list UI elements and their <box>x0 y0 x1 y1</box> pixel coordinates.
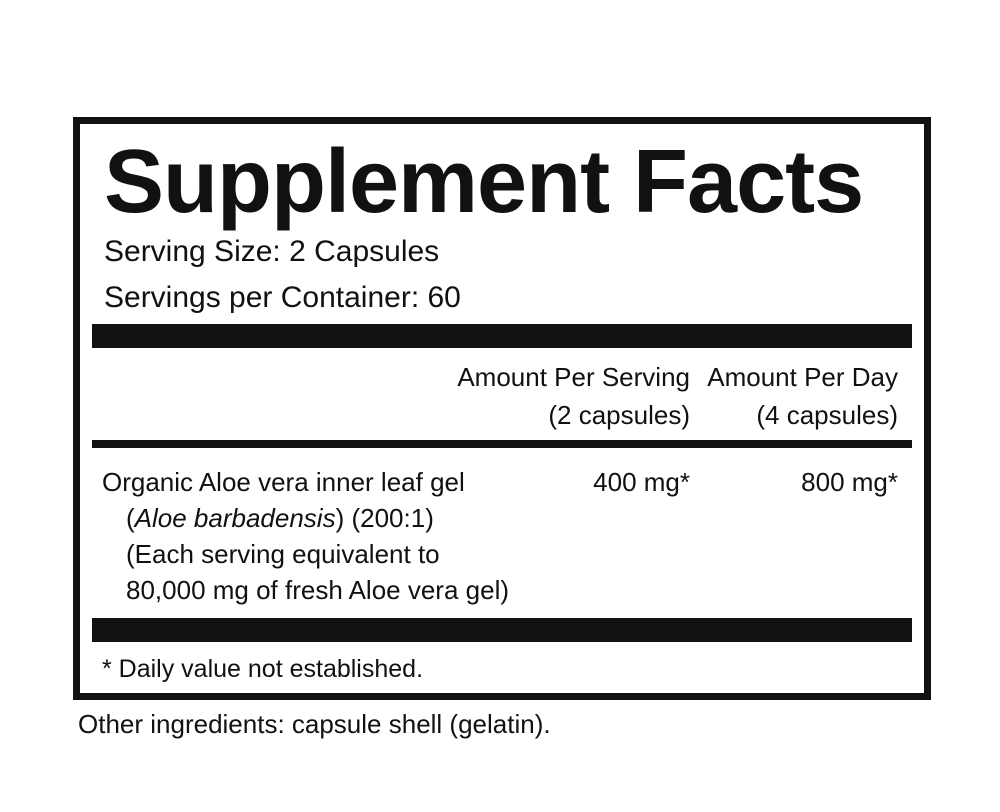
amount-per-day: 800 mg* <box>801 467 898 497</box>
amount-per-serving: 400 mg* <box>593 467 690 497</box>
column-heading: Amount Per Day <box>707 362 898 392</box>
botanical-name: Aloe barbadensis <box>134 503 336 533</box>
thin-divider <box>92 440 912 448</box>
other-ingredients: Other ingredients: capsule shell (gelatin). <box>78 709 551 739</box>
column-header-per-serving <box>457 358 690 434</box>
serving-size: Serving Size: 2 Capsules <box>104 235 440 268</box>
column-heading: Amount Per Serving <box>457 362 690 392</box>
column-header-per-day <box>707 358 898 434</box>
ingredient-name: Organic Aloe vera inner leaf gel <box>102 467 465 497</box>
ingredient-row <box>102 464 509 608</box>
column-subheading: (4 capsules) <box>756 400 898 430</box>
ingredient-note-line-2: 80,000 mg of fresh Aloe vera gel) <box>126 575 510 605</box>
panel-title: Supplement Facts <box>104 132 864 232</box>
thick-divider-top <box>92 324 912 348</box>
thick-divider-bottom <box>92 618 912 642</box>
ingredient-note-line-1: (Each serving equivalent to <box>126 539 440 569</box>
column-subheading: (2 capsules) <box>548 400 690 430</box>
daily-value-footnote: * Daily value not established. <box>102 655 424 683</box>
ingredient-botanical-line: (Aloe barbadensis) (200:1) <box>126 503 434 533</box>
servings-per-container: Servings per Container: 60 <box>104 281 461 314</box>
supplement-facts-panel <box>73 117 931 700</box>
